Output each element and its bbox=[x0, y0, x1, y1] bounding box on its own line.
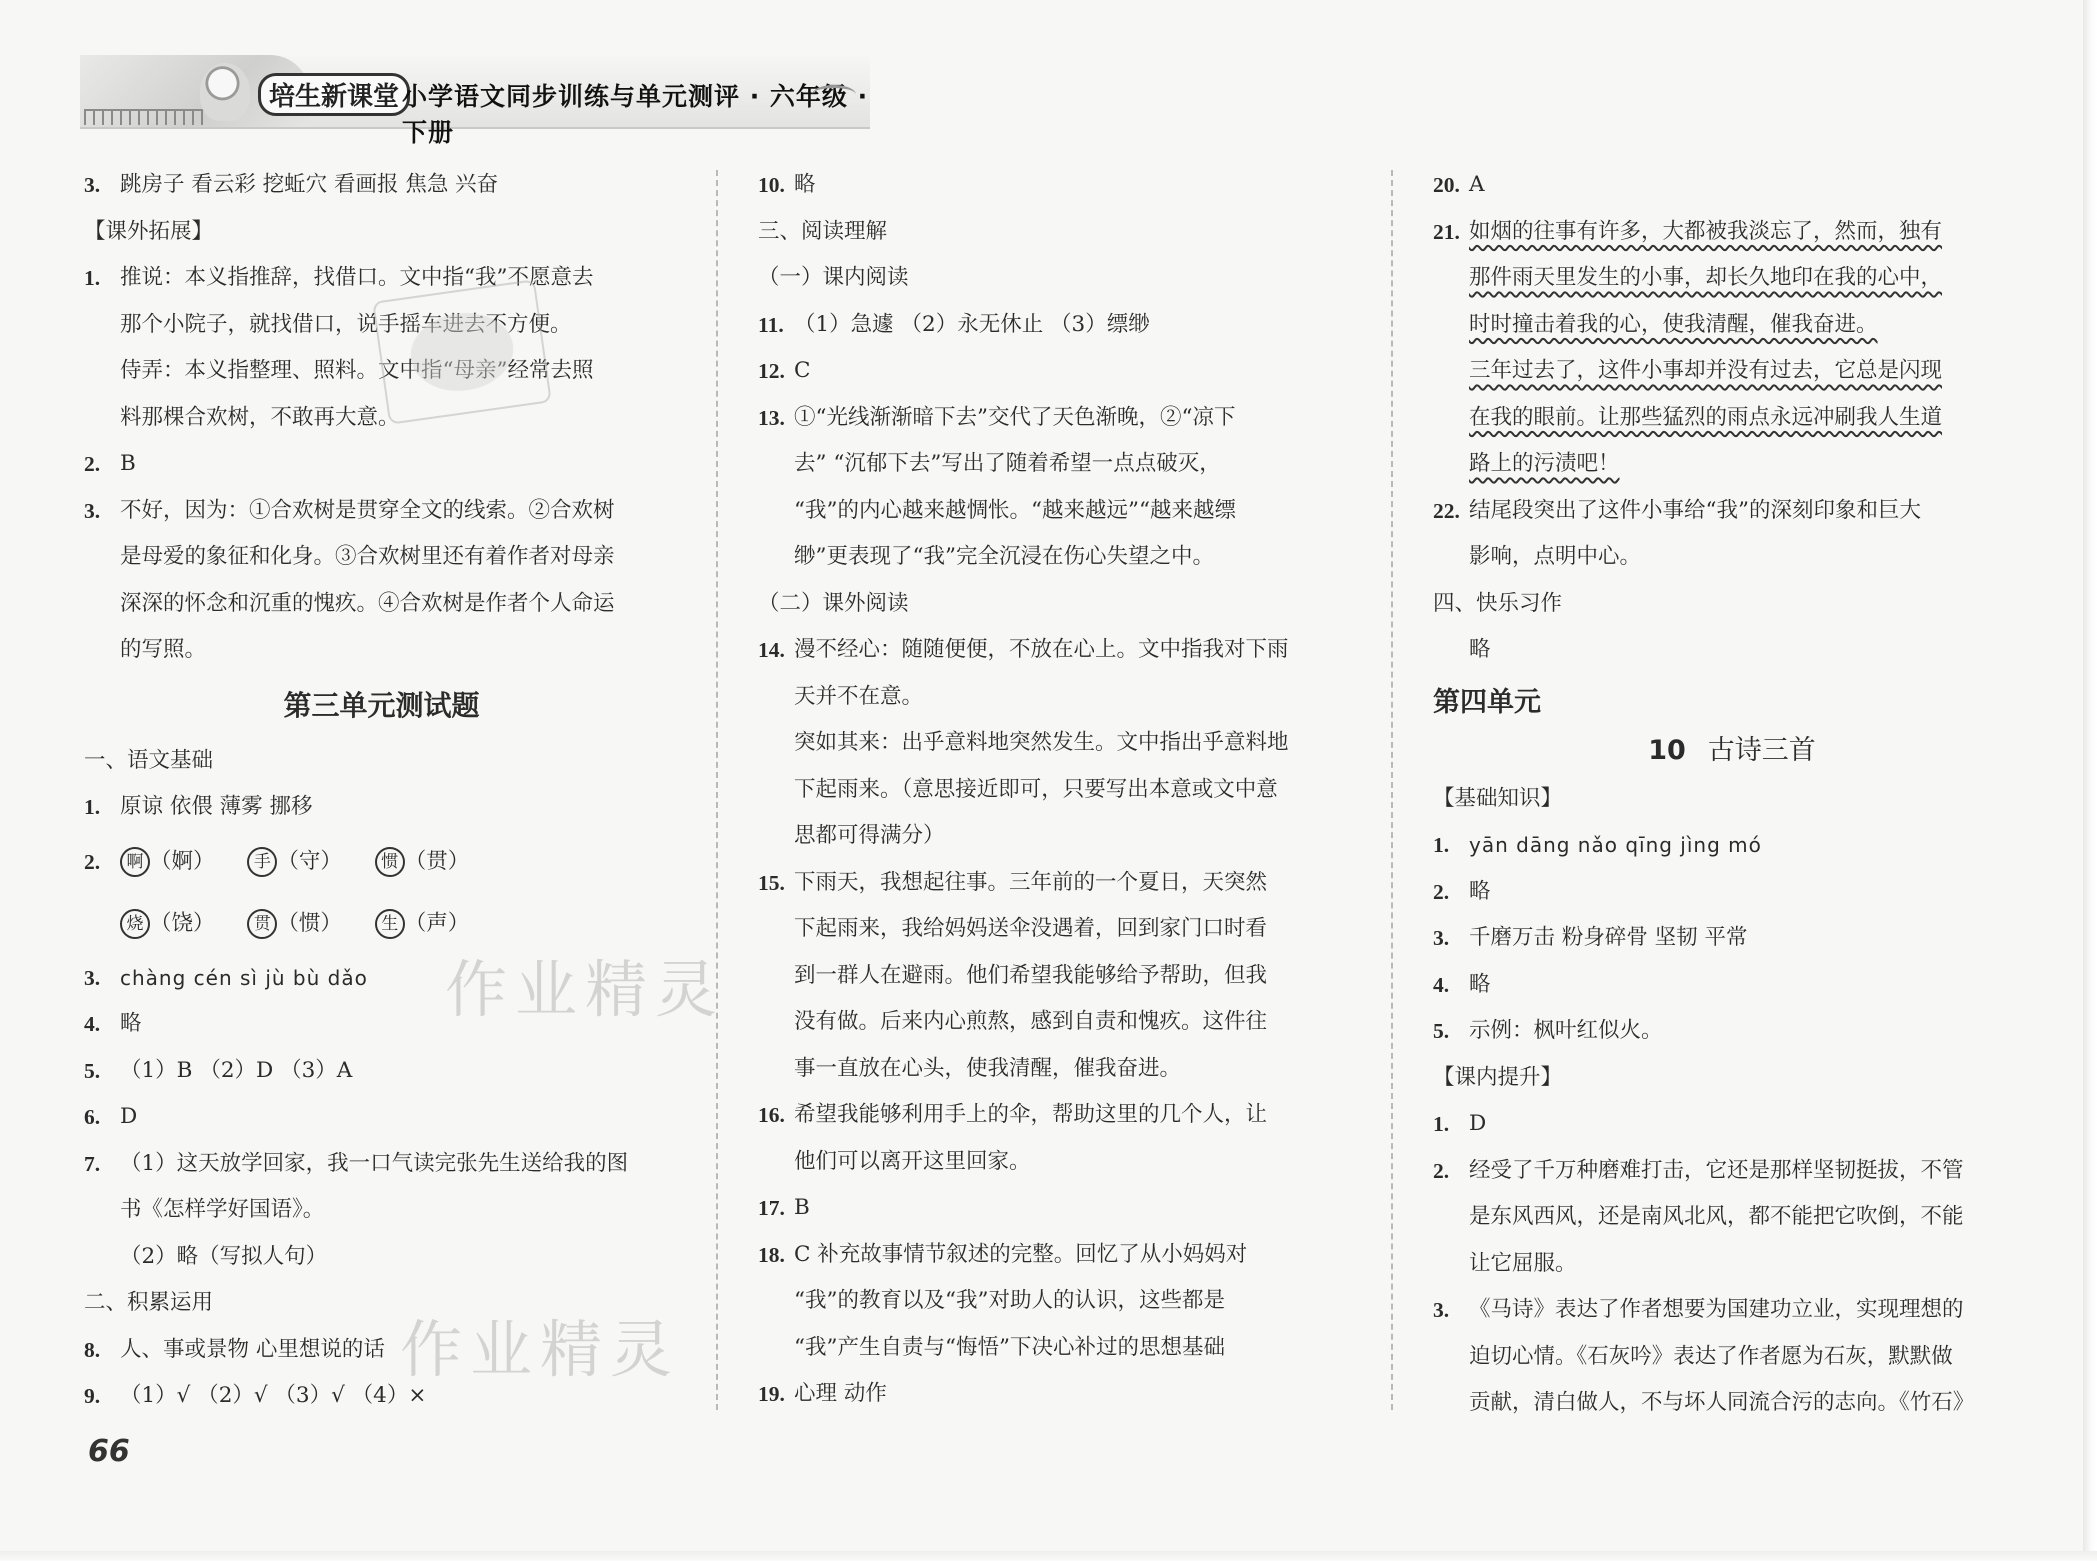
correction-pair: 生 （声） bbox=[375, 911, 470, 936]
brand-logo: 培生新课堂 bbox=[258, 73, 410, 116]
section-label: 三、阅读理解 bbox=[758, 218, 888, 244]
answer-line: 突如其来：出乎意料地突然发生。文中指出乎意料地 bbox=[794, 730, 1289, 755]
answer-item: 18. C 补充故事情节叙述的完整。回忆了从小妈妈对 bbox=[758, 1241, 1248, 1267]
answer-item: 9. （1）√ （2）√ （3）√ （4）× bbox=[84, 1383, 427, 1408]
unit-heading: 第四单元 bbox=[1433, 686, 1541, 718]
answer-item: 1. D bbox=[1433, 1111, 1487, 1136]
answer-line: 那件雨天里发生的小事，却长久地印在我的心中， bbox=[1469, 265, 1943, 290]
answer-item: 16. 希望我能够利用手上的伞，帮助这里的几个人，让 bbox=[758, 1102, 1268, 1127]
answer-line: 事一直放在心头，使我清醒，催我奋进。 bbox=[794, 1055, 1182, 1081]
answer-item: 7. （1）这天放学回家，我一口气读完张先生送给我的图 bbox=[84, 1150, 629, 1176]
answer-item: 1. 原谅 依偎 薄雾 挪移 bbox=[84, 794, 313, 819]
answer-item: 14. 漫不经心：随随便便，不放在心上。文中指我对下雨 bbox=[758, 637, 1289, 662]
answer-line: 到一群人在避雨。他们希望我能够给予帮助，但我 bbox=[794, 962, 1268, 988]
section-label: 【课内提升】 bbox=[1433, 1064, 1563, 1090]
answer-line: 天并不在意。 bbox=[794, 683, 924, 709]
page-number: 66 bbox=[88, 1434, 130, 1469]
mascot-icon bbox=[200, 63, 250, 121]
answer-item: 3. 不好，因为：①合欢树是贯穿全文的线索。②合欢树 bbox=[84, 497, 615, 523]
answer-line: “我”产生自责与“悔悟”下决心补过的思想基础 bbox=[794, 1334, 1225, 1360]
answer-line: 缈”更表现了“我”完全沉浸在伤心失望之中。 bbox=[794, 544, 1214, 569]
answer-item: 17. B bbox=[758, 1195, 810, 1220]
answer-item: 5. 示例：枫叶红似火。 bbox=[1433, 1018, 1663, 1043]
circled-char: 贯 bbox=[247, 909, 277, 939]
answer-item: 3. 跳房子 看云彩 挖蚯穴 看画报 焦急 兴奋 bbox=[84, 172, 499, 197]
correction-pair: 贯 （惯） bbox=[247, 911, 342, 936]
column-divider bbox=[1391, 170, 1393, 1410]
answer-item: 1. yān dāng nǎo qīng jìng mó bbox=[1433, 833, 1762, 857]
answer-line: 没有做。后来内心煎熬，感到自责和愧疚。这件往 bbox=[794, 1009, 1268, 1034]
answer-line: “我”的内心越来越惆怅。“越来越远”“越来越缥 bbox=[794, 497, 1236, 523]
answer-line: 他们可以离开这里回家。 bbox=[794, 1148, 1031, 1174]
answer-line: 影响，点明中心。 bbox=[1469, 544, 1642, 569]
subsection-label: （二）课外阅读 bbox=[758, 590, 909, 616]
correction-pair: 啊 （婀） bbox=[120, 849, 215, 874]
answer-line: 让它屈服。 bbox=[1469, 1250, 1577, 1276]
unit-test-title: 第三单元测试题 bbox=[283, 688, 480, 722]
answer-line: 深深的怀念和沉重的愧疚。④合欢树是作者个人命运 bbox=[120, 590, 615, 616]
answer-item: 20. A bbox=[1433, 172, 1485, 197]
stamp-mark bbox=[372, 279, 552, 425]
answer-line: 料那棵合欢树，不敢再大意。 bbox=[120, 404, 400, 430]
answer-line: 书《怎样学好国语》。 bbox=[120, 1197, 325, 1222]
answer-line: 三年过去了，这件小事却并没有过去，它总是闪现 bbox=[1469, 358, 1943, 383]
answer-line: （2）略（写拟人句） bbox=[120, 1243, 328, 1269]
answer-line: 是东风西风，还是南风北风，都不能把它吹倒，不能 bbox=[1469, 1204, 1964, 1229]
answer-item: 6. D bbox=[84, 1104, 138, 1129]
circled-char: 啊 bbox=[120, 847, 150, 877]
fence-illustration bbox=[84, 109, 204, 125]
answer-item: 2. B bbox=[84, 451, 136, 476]
section-label: 【基础知识】 bbox=[1433, 785, 1563, 811]
answer-line: “我”的教育以及“我”对助人的认识，这些都是 bbox=[794, 1288, 1225, 1313]
answer-item: 13. ①“光线渐渐暗下去”交代了天色渐晚，②“凉下 bbox=[758, 404, 1236, 430]
answer-item: 3. 千磨万击 粉身碎骨 坚韧 平常 bbox=[1433, 925, 1748, 950]
book-title: 小学语文同步训练与单元测评 · 六年级 · 下册 bbox=[402, 82, 869, 147]
correction-pair: 惯 （贯） bbox=[375, 849, 470, 874]
answer-line: 去” “沉郁下去”写出了随着希望一点点破灭， bbox=[794, 451, 1221, 476]
section-label: 四、快乐习作 bbox=[1433, 590, 1563, 616]
answer-item: 4. 略 bbox=[84, 1011, 142, 1036]
page-bottom-edge bbox=[0, 1551, 2097, 1561]
answer-line: 迫切心情。《石灰吟》表达了作者愿为石灰，默默做 bbox=[1469, 1343, 1953, 1369]
page-edge bbox=[2083, 0, 2097, 1561]
answer-item: 12. C bbox=[758, 358, 811, 383]
column-middle bbox=[758, 162, 1348, 1418]
answer-item: 8. 人、事或景物 心里想说的话 bbox=[84, 1336, 385, 1362]
answer-line: 在我的眼前。让那些猛烈的雨点永远冲刷我人生道 bbox=[1469, 404, 1943, 430]
answer-item: 22. 结尾段突出了这件小事给“我”的深刻印象和巨大 bbox=[1433, 497, 1921, 523]
watermark-text: 作业精灵 bbox=[400, 1313, 681, 1386]
answer-line: 略 bbox=[1469, 637, 1491, 662]
answer-item: 21. 如烟的往事有许多，大都被我淡忘了，然而，独有 bbox=[1433, 218, 1943, 244]
answer-item: 3. chàng cén sì jù bù dǎo bbox=[84, 965, 368, 990]
answer-item: 2. 经受了千万种磨难打击，它还是那样坚韧挺拔，不管 bbox=[1433, 1157, 1964, 1183]
answer-line: 贡献，清白做人，不与坏人同流合污的志向。《竹石》 bbox=[1469, 1390, 1975, 1415]
section-label: 一、语文基础 bbox=[84, 747, 214, 773]
circled-char: 手 bbox=[247, 847, 277, 877]
book-header-banner bbox=[80, 55, 870, 147]
answer-line: 的写照。 bbox=[120, 637, 207, 662]
bird-icon bbox=[812, 85, 856, 104]
subsection-label: （一）课内阅读 bbox=[758, 265, 909, 290]
answer-item: 2. 啊 （婀） 手 （守） 惯 （贯） bbox=[84, 831, 679, 893]
answer-line: 是母爱的象征和化身。③合欢树里还有着作者对母亲 bbox=[120, 544, 615, 569]
answer-line: 时时撞击着我的心，使我清醒，催我奋进。 bbox=[1469, 311, 1878, 337]
circled-char: 生 bbox=[375, 909, 405, 939]
correction-pair: 烧 （饶） bbox=[120, 911, 215, 936]
answer-line: 路上的污渍吧！ bbox=[1469, 451, 1620, 476]
answer-item: 2. 略 bbox=[1433, 878, 1491, 904]
answer-item: 15. 下雨天，我想起往事。三年前的一个夏日，天突然 bbox=[758, 869, 1268, 895]
answer-line: 侍弄：本义指整理、照料。文中指“母亲”经常去照 bbox=[120, 358, 594, 383]
correction-pair: 手 （守） bbox=[247, 849, 342, 874]
column-right bbox=[1433, 162, 2031, 1427]
watermark-text: 作业精灵 bbox=[445, 953, 726, 1026]
circled-char: 惯 bbox=[375, 847, 405, 877]
answer-item: 4. 略 bbox=[1433, 971, 1491, 997]
section-label: 二、积累运用 bbox=[84, 1290, 214, 1315]
section-label: 【课外拓展】 bbox=[84, 218, 214, 244]
answer-item: 1. 推说：本义指推辞，找借口。文中指“我”不愿意去 bbox=[84, 265, 594, 290]
answer-item: 11. （1）急遽 （2）永无休止 （3）缥缈 bbox=[758, 311, 1150, 337]
answer-item: 19. 心理 动作 bbox=[758, 1381, 887, 1406]
lesson-title: 10 古诗三首 bbox=[1648, 734, 1816, 766]
answer-line: 下起雨来。（意思接近即可，只要写出本意或文中意 bbox=[794, 776, 1278, 802]
answer-item: 5. （1）B （2）D （3）A bbox=[84, 1057, 353, 1083]
answer-item: 10. 略 bbox=[758, 172, 816, 197]
column-divider bbox=[716, 170, 718, 1410]
circled-char: 烧 bbox=[120, 909, 150, 939]
answer-line: 思都可得满分） bbox=[794, 823, 945, 848]
answer-line: 那个小院子，就找借口，说手摇车进去不方便。 bbox=[120, 311, 572, 337]
answer-line: 下起雨来，我给妈妈送伞没遇着，回到家门口时看 bbox=[794, 916, 1268, 941]
answer-item: 3. 《马诗》表达了作者想要为国建功立业，实现理想的 bbox=[1433, 1297, 1964, 1322]
